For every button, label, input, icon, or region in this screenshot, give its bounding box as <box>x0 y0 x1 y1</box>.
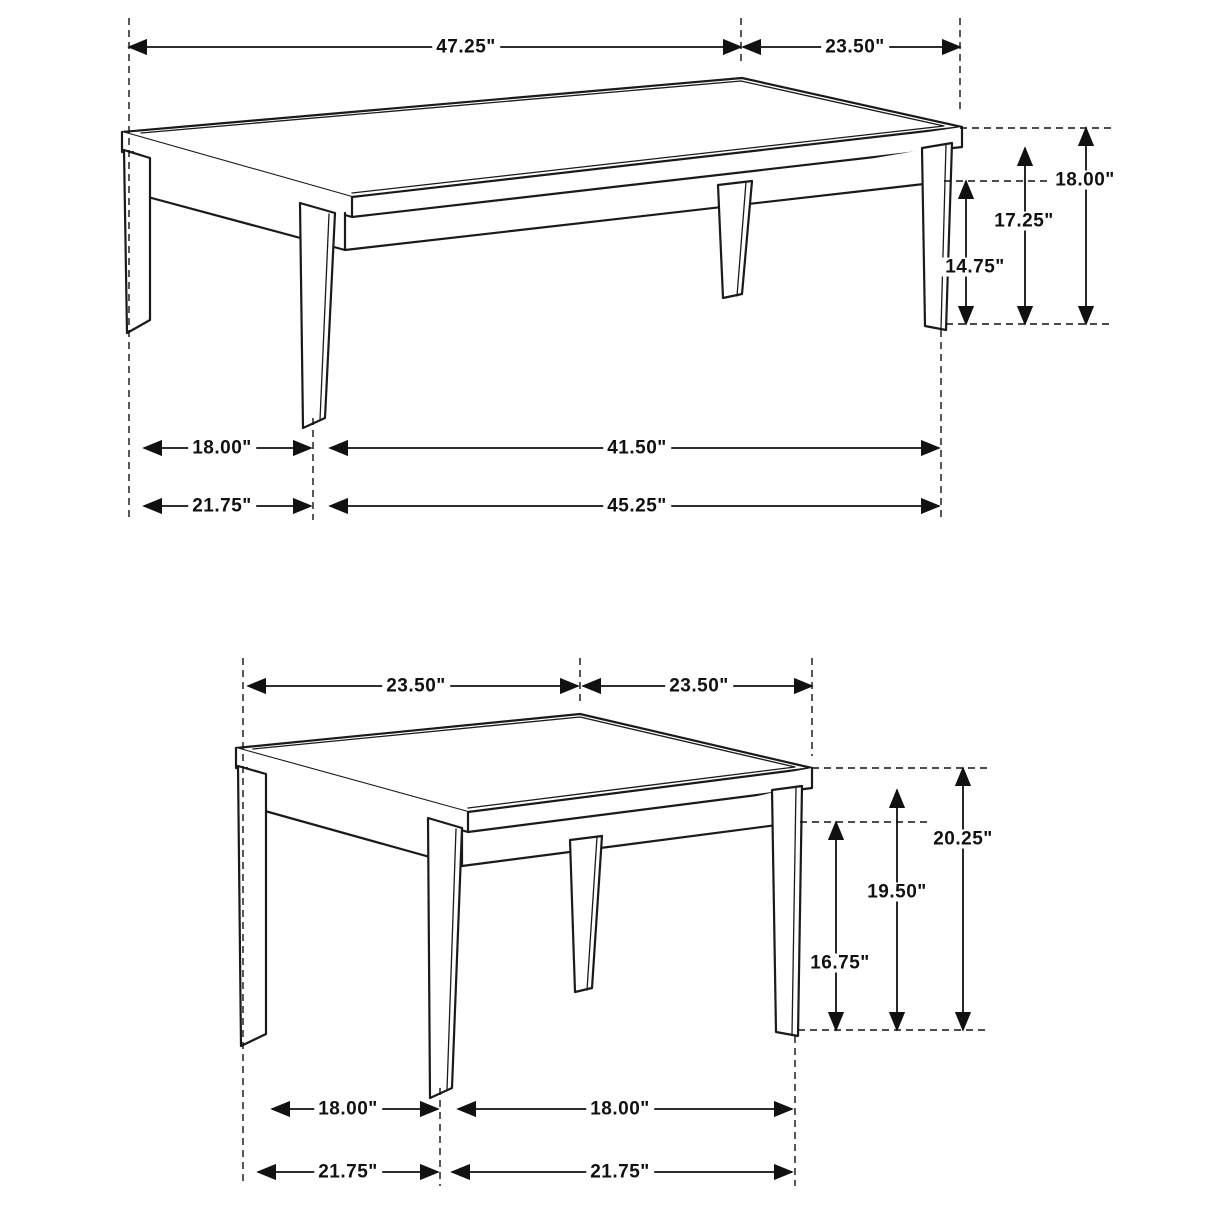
dim-label-et-leg-height: 16.75" <box>806 954 874 973</box>
dim-label-ct-apron-height: 17.25" <box>990 212 1058 231</box>
dim-label-ct-top-depth: 23.50" <box>821 38 889 57</box>
dim-label-ct-top-width: 47.25" <box>432 38 500 57</box>
dim-label-et-side-depth: 18.00" <box>314 1100 382 1119</box>
dim-label-et-apron-height: 19.50" <box>863 883 931 902</box>
dim-label-ct-leg-height: 14.75" <box>941 258 1009 277</box>
dim-label-et-front-width: 18.00" <box>586 1100 654 1119</box>
end-table-drawing <box>236 714 812 1098</box>
dim-label-ct-overall-height: 18.00" <box>1051 171 1119 190</box>
dim-label-ct-leg-span-width: 41.50" <box>603 439 671 458</box>
dim-label-ct-side-depth: 18.00" <box>188 439 256 458</box>
dim-label-et-overall-height: 20.25" <box>929 830 997 849</box>
dim-label-et-top-depth: 23.50" <box>665 677 733 696</box>
dim-label-et-foot-depth: 21.75" <box>314 1163 382 1182</box>
coffee-table-drawing <box>122 78 962 428</box>
dim-label-et-foot-width: 21.75" <box>586 1163 654 1182</box>
dim-label-ct-foot-span-width: 45.25" <box>603 497 671 516</box>
dim-label-et-top-width: 23.50" <box>382 677 450 696</box>
dim-label-ct-foot-depth: 21.75" <box>188 497 256 516</box>
